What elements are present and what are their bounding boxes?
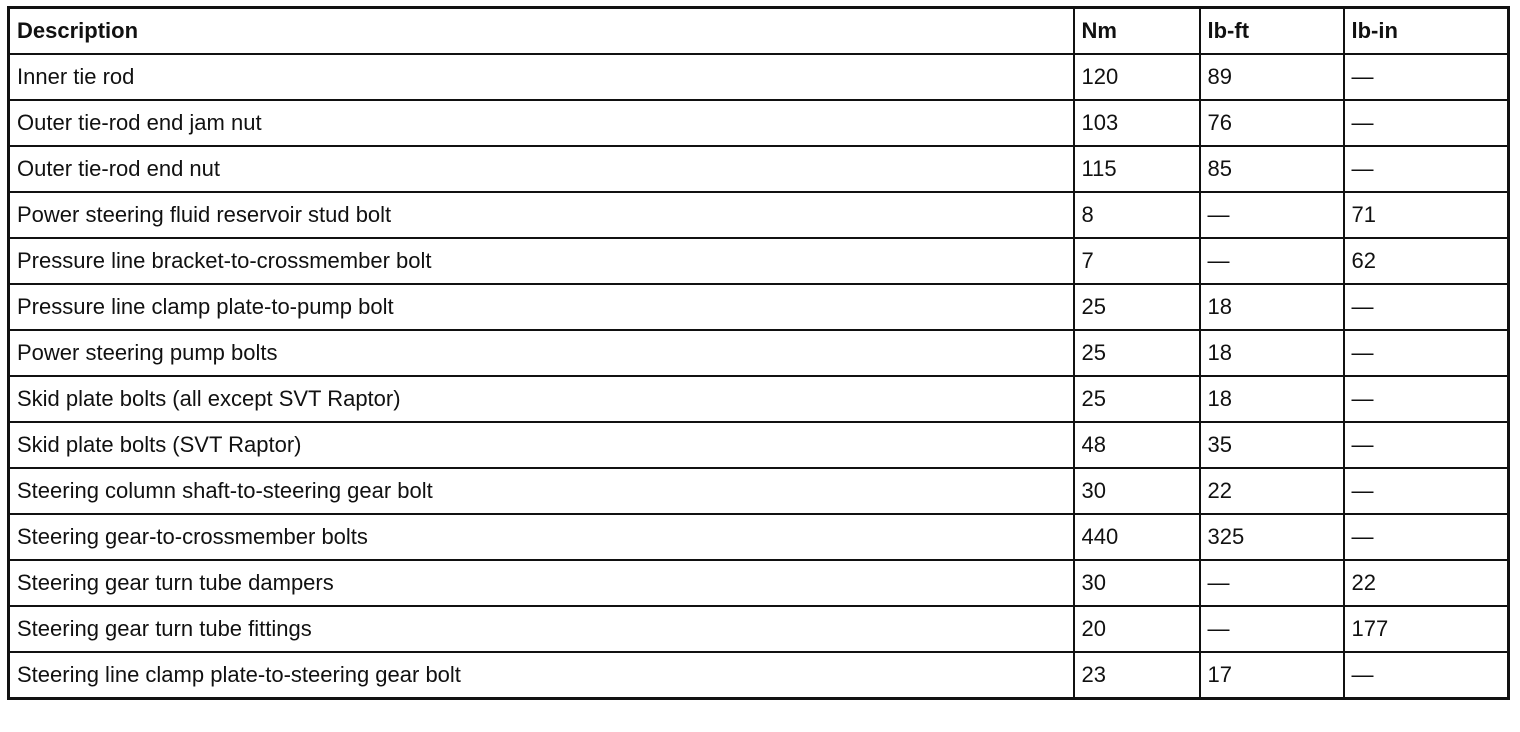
column-header-nm: Nm: [1074, 8, 1200, 55]
cell-description: Inner tie rod: [9, 54, 1074, 100]
table-row: [9, 652, 1509, 699]
cell-lb-ft: —: [1200, 238, 1344, 284]
cell-lb-ft: 89: [1200, 54, 1344, 100]
cell-lb-ft: —: [1200, 606, 1344, 652]
cell-lb-ft: —: [1200, 192, 1344, 238]
cell-lb-ft: 76: [1200, 100, 1344, 146]
cell-lb-in: —: [1344, 468, 1509, 514]
cell-lb-in: —: [1344, 54, 1509, 100]
cell-description: Steering gear turn tube dampers: [9, 560, 1074, 606]
cell-nm: 25: [1074, 376, 1200, 422]
cell-description: Outer tie-rod end jam nut: [9, 100, 1074, 146]
cell-description: Steering line clamp plate-to-steering gear bolt: [9, 652, 1074, 699]
cell-nm: 30: [1074, 468, 1200, 514]
cell-lb-in: 177: [1344, 606, 1509, 652]
cell-description: Steering gear turn tube fittings: [9, 606, 1074, 652]
table-row: [9, 468, 1509, 514]
cell-lb-ft: —: [1200, 560, 1344, 606]
cell-nm: 8: [1074, 192, 1200, 238]
table-row: [9, 100, 1509, 146]
cell-lb-in: —: [1344, 284, 1509, 330]
cell-lb-ft: 85: [1200, 146, 1344, 192]
cell-lb-in: 22: [1344, 560, 1509, 606]
table-row: [9, 376, 1509, 422]
cell-lb-ft: 18: [1200, 284, 1344, 330]
column-header-lb-ft: lb-ft: [1200, 8, 1344, 55]
cell-lb-in: —: [1344, 422, 1509, 468]
cell-lb-ft: 22: [1200, 468, 1344, 514]
cell-nm: 103: [1074, 100, 1200, 146]
cell-description: Steering gear-to-crossmember bolts: [9, 514, 1074, 560]
table-row: [9, 238, 1509, 284]
cell-nm: 23: [1074, 652, 1200, 699]
cell-lb-ft: 35: [1200, 422, 1344, 468]
cell-description: Pressure line bracket-to-crossmember bolt: [9, 238, 1074, 284]
table-header-row: [9, 8, 1509, 55]
cell-description: Pressure line clamp plate-to-pump bolt: [9, 284, 1074, 330]
cell-lb-in: 62: [1344, 238, 1509, 284]
column-header-lb-in: lb-in: [1344, 8, 1509, 55]
table-row: [9, 560, 1509, 606]
cell-lb-ft: 18: [1200, 330, 1344, 376]
cell-description: Power steering pump bolts: [9, 330, 1074, 376]
table-body: [9, 54, 1509, 699]
cell-nm: 48: [1074, 422, 1200, 468]
cell-nm: 20: [1074, 606, 1200, 652]
cell-lb-ft: 17: [1200, 652, 1344, 699]
cell-nm: 25: [1074, 330, 1200, 376]
cell-lb-in: —: [1344, 146, 1509, 192]
cell-description: Skid plate bolts (SVT Raptor): [9, 422, 1074, 468]
table-row: [9, 54, 1509, 100]
cell-description: Steering column shaft-to-steering gear bolt: [9, 468, 1074, 514]
cell-description: Skid plate bolts (all except SVT Raptor): [9, 376, 1074, 422]
cell-lb-in: —: [1344, 514, 1509, 560]
cell-lb-ft: 18: [1200, 376, 1344, 422]
table-row: [9, 192, 1509, 238]
table-row: [9, 514, 1509, 560]
cell-lb-in: —: [1344, 652, 1509, 699]
table-row: [9, 330, 1509, 376]
cell-lb-in: —: [1344, 100, 1509, 146]
torque-specification-table: [7, 6, 1510, 700]
table-row: [9, 422, 1509, 468]
table-row: [9, 146, 1509, 192]
cell-description: Power steering fluid reservoir stud bolt: [9, 192, 1074, 238]
cell-nm: 30: [1074, 560, 1200, 606]
cell-lb-in: —: [1344, 330, 1509, 376]
cell-nm: 25: [1074, 284, 1200, 330]
cell-nm: 120: [1074, 54, 1200, 100]
cell-nm: 440: [1074, 514, 1200, 560]
cell-lb-in: —: [1344, 376, 1509, 422]
cell-description: Outer tie-rod end nut: [9, 146, 1074, 192]
table-row: [9, 284, 1509, 330]
cell-lb-in: 71: [1344, 192, 1509, 238]
cell-lb-ft: 325: [1200, 514, 1344, 560]
cell-nm: 7: [1074, 238, 1200, 284]
column-header-description: Description: [9, 8, 1074, 55]
table-row: [9, 606, 1509, 652]
cell-nm: 115: [1074, 146, 1200, 192]
